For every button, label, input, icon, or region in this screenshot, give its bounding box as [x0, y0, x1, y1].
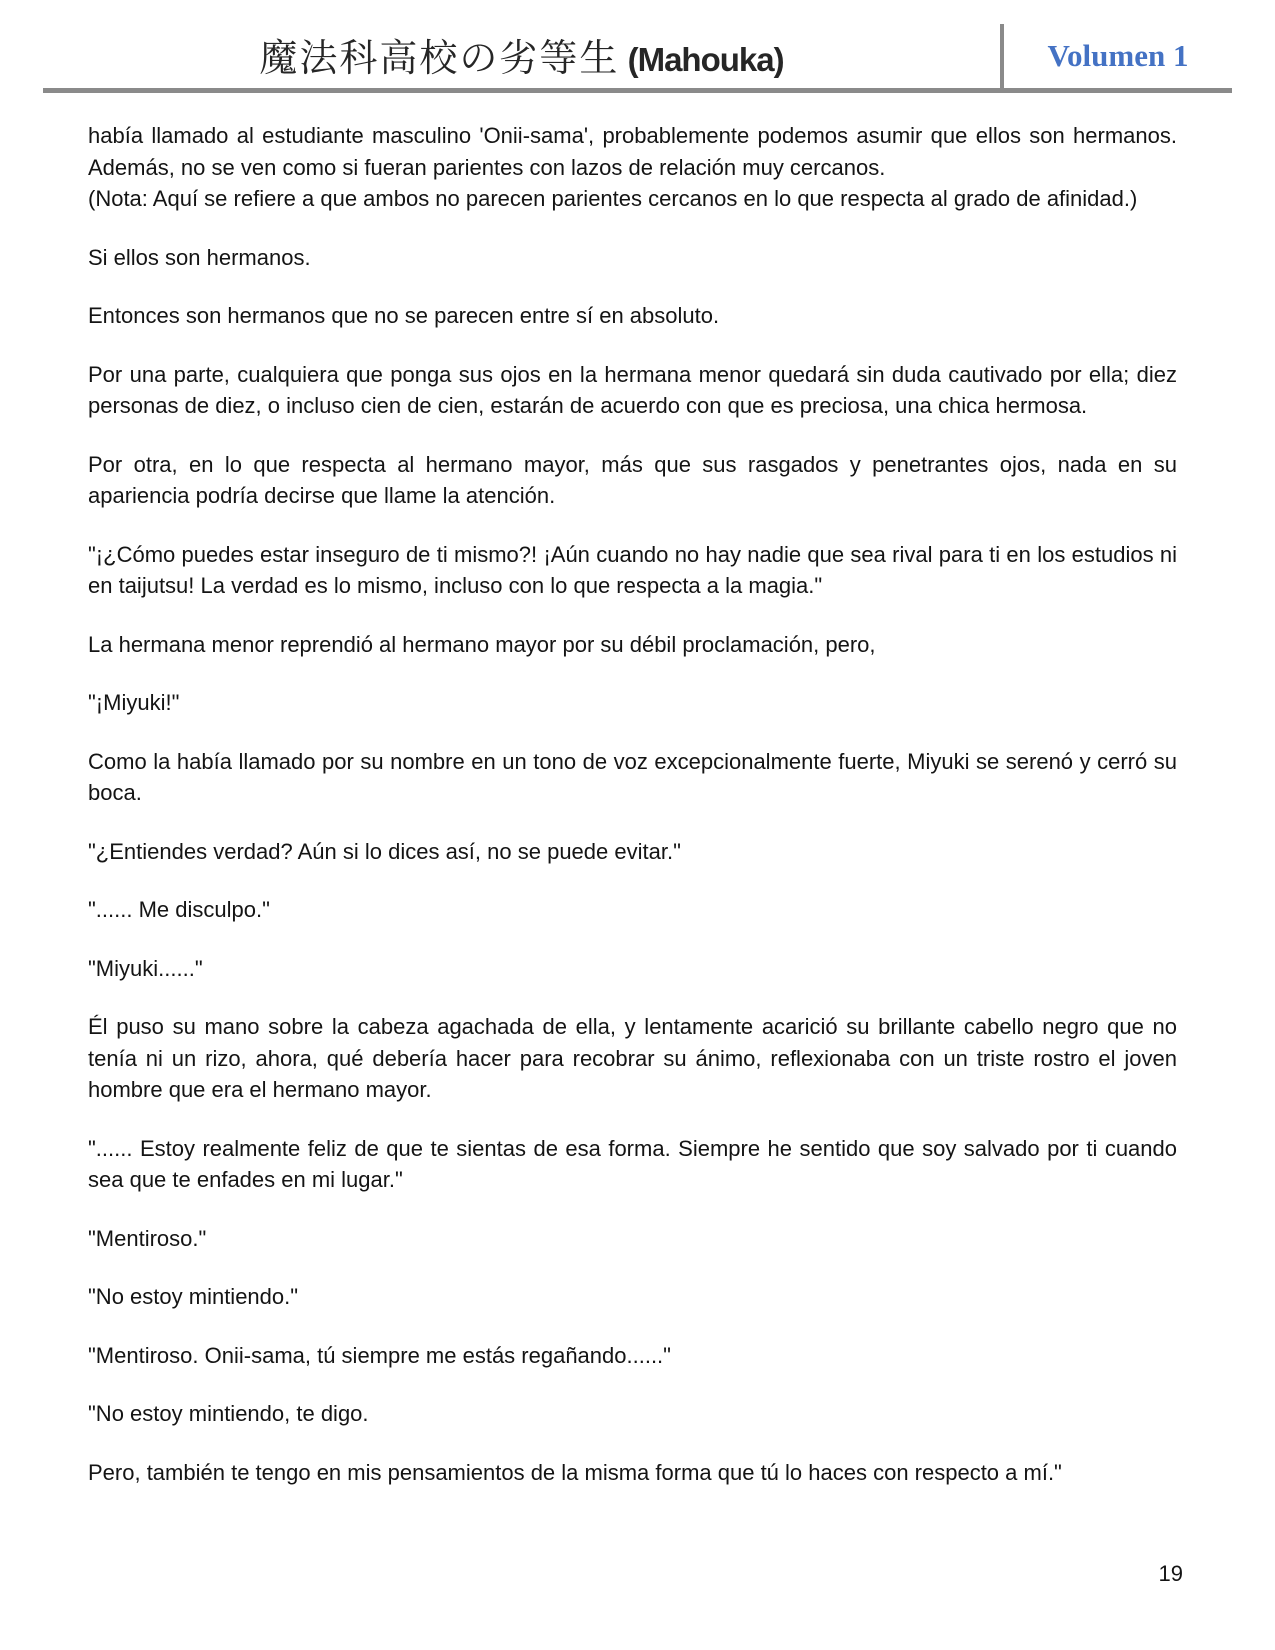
paragraph: Por otra, en lo que respecta al hermano mayor, más que sus rasgados y penetrantes ojos, nada en su apariencia podría decirse que llame la atención.	[88, 451, 1177, 508]
paragraph: La hermana menor reprendió al hermano mayor por su débil proclamación, pero,	[88, 631, 876, 657]
book-title-japanese: 魔法科高校の劣等生	[259, 36, 620, 80]
page-content	[88, 120, 1177, 1488]
paragraph-dialogue: Pero, también te tengo en mis pensamientos de la misma forma que tú lo haces con respecto a mí."	[88, 1459, 1062, 1485]
paragraph-dialogue: "No estoy mintiendo."	[88, 1284, 299, 1309]
paragraph: Por una parte, cualquiera que ponga sus ojos en la hermana menor quedará sin duda cautivado por ella; diez personas de diez, o incluso cien de cien, estarán de acuerdo con que es preciosa, una chica hermosa.	[88, 361, 1177, 418]
paragraph: Como la había llamado por su nombre en un tono de voz excepcionalmente fuerte, Miyuki se serenó y cerró su boca.	[88, 748, 1177, 805]
paragraph: Entonces son hermanos que no se parecen entre sí en absoluto.	[88, 303, 720, 328]
book-title	[43, 27, 1000, 88]
paragraph-dialogue: "Mentiroso. Onii-sama, tú siempre me estás regañando......"	[88, 1342, 671, 1368]
paragraph-dialogue: "...... Estoy realmente feliz de que te sientas de esa forma. Siempre he sentido que soy salvado por ti cuando sea que te enfades en mi lugar."	[88, 1135, 1177, 1192]
page-header	[43, 0, 1232, 93]
volume-label: Volumen 1	[1047, 38, 1189, 73]
paragraph-dialogue: "No estoy mintiendo, te digo.	[88, 1401, 369, 1426]
paragraph: Si ellos son hermanos.	[88, 244, 311, 270]
paragraph-translator-note: (Nota: Aquí se refiere a que ambos no parecen parientes cercanos en lo que respecta al grado de afinidad.)	[88, 186, 1138, 211]
paragraph: había llamado al estudiante masculino 'Onii-sama', probablemente podemos asumir que ellos son hermanos. Además, no se ven como si fueran parientes con lazos de relación muy cercanos.	[88, 123, 1177, 180]
page-number: 19	[1158, 1561, 1183, 1586]
book-title-romaji: (Mahouka)	[619, 41, 784, 78]
paragraph-dialogue: "¿Entiendes verdad? Aún si lo dices así, no se puede evitar."	[88, 838, 681, 864]
paragraph-dialogue: "¡Miyuki!"	[88, 690, 180, 715]
paragraph-dialogue: "Miyuki......"	[88, 955, 203, 981]
paragraph-dialogue: "¡¿Cómo puedes estar inseguro de ti mismo?! ¡Aún cuando no hay nadie que sea rival para ti en los estudios ni en taijutsu! La verdad es lo mismo, incluso con lo que respecta a la magia."	[88, 541, 1177, 598]
paragraph-dialogue: "Mentiroso."	[88, 1225, 207, 1251]
paragraph-dialogue: "...... Me disculpo."	[88, 897, 270, 922]
paragraph: Él puso su mano sobre la cabeza agachada de ella, y lentamente acarició su brillante cabello negro que no tenía ni un rizo, ahora, qué debería hacer para recobrar su ánimo, reflexionaba con un triste rostro el joven hombre que era el hermano mayor.	[88, 1014, 1177, 1102]
